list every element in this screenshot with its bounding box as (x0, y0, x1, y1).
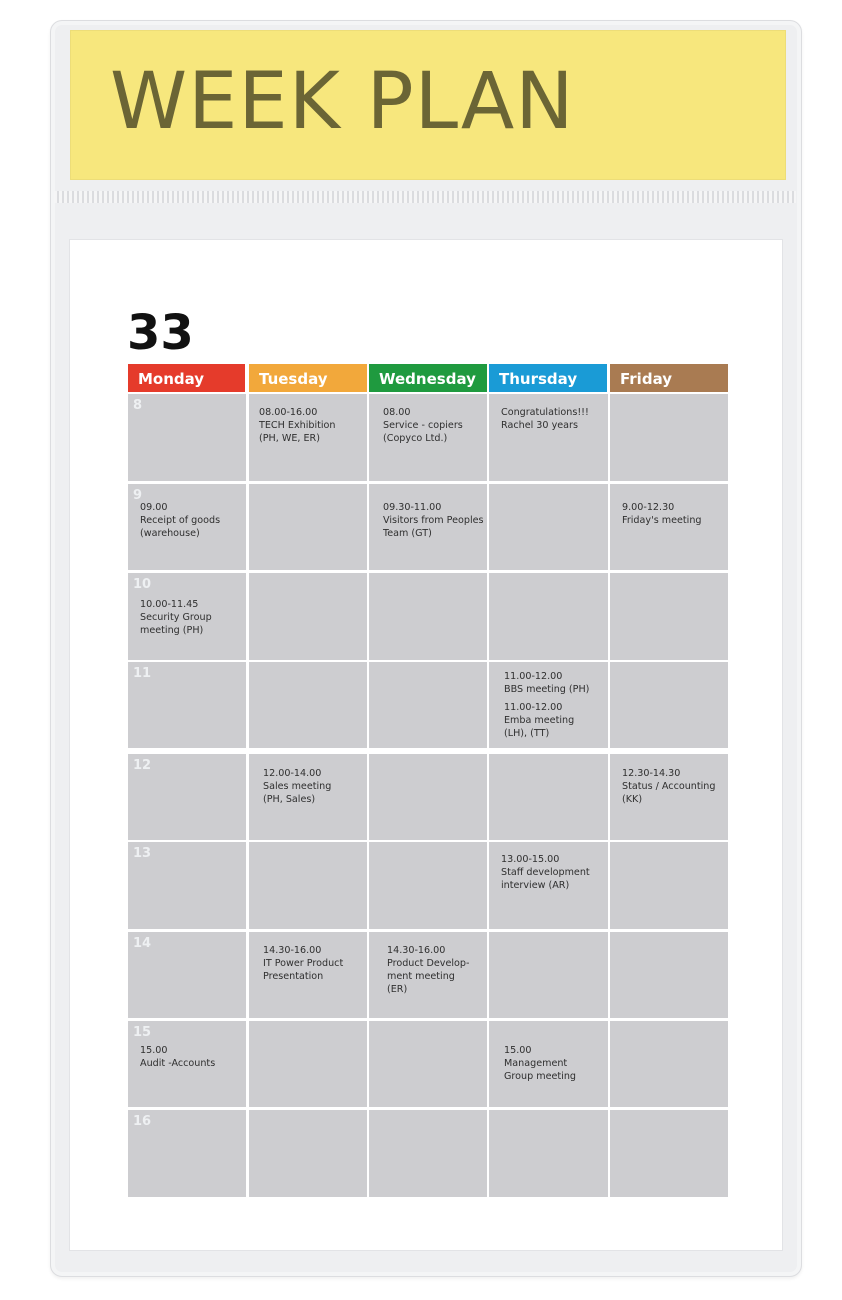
cell-thu-14 (489, 932, 608, 1018)
cell-mon-10 (128, 573, 246, 660)
cell-thu-13 (489, 842, 608, 929)
event-product-development: 14.30-16.00 Product Develop- ment meeting (ER) (387, 945, 470, 995)
cell-mon-14 (128, 932, 246, 1018)
cell-tue-15 (249, 1021, 367, 1107)
hour-label-15: 15 (133, 1025, 152, 1040)
cell-wed-8 (369, 394, 487, 481)
event-congratulations: Congratulations!!! Rachel 30 years (501, 407, 589, 431)
cell-mon-15 (128, 1021, 246, 1107)
cell-thu-16 (489, 1110, 608, 1197)
cell-mon-11 (128, 662, 246, 748)
cell-fri-16 (610, 1110, 728, 1197)
cell-wed-15 (369, 1021, 487, 1107)
page-title: WEEK PLAN (110, 57, 575, 147)
cell-fri-10 (610, 573, 728, 660)
cell-mon-8 (128, 394, 246, 481)
day-header-monday: Monday (128, 364, 245, 392)
day-header-friday: Friday (610, 364, 728, 392)
title-strip (70, 30, 786, 180)
cell-tue-8 (249, 394, 367, 481)
event-status-accounting: 12.30-14.30 Status / Accounting (KK) (622, 768, 716, 805)
event-visitors-peoples-team: 09.30-11.00 Visitors from Peoples Team (GT) (383, 502, 484, 539)
cell-tue-10 (249, 573, 367, 660)
cell-fri-14 (610, 932, 728, 1018)
hour-label-11: 11 (133, 666, 152, 681)
hour-label-9: 9 (133, 488, 143, 503)
event-fridays-meeting: 9.00-12.30 Friday's meeting (622, 502, 702, 526)
event-bbs-meeting: 11.00-12.00 BBS meeting (PH) (504, 671, 590, 695)
event-audit-accounts: 15.00 Audit -Accounts (140, 1045, 216, 1069)
cell-thu-9 (489, 484, 608, 570)
cell-wed-11 (369, 662, 487, 748)
cell-fri-11 (610, 662, 728, 748)
cell-fri-8 (610, 394, 728, 481)
week-number: 33 (127, 305, 194, 361)
event-sales-meeting: 12.00-14.00 Sales meeting (PH, Sales) (263, 768, 332, 805)
cell-fri-9 (610, 484, 728, 570)
cell-fri-12 (610, 754, 728, 840)
event-it-power-presentation: 14.30-16.00 IT Power Product Presentation (263, 945, 344, 982)
cell-wed-14 (369, 932, 487, 1018)
cell-thu-10 (489, 573, 608, 660)
event-management-group: 15.00 Management Group meeting (504, 1045, 577, 1082)
day-header-thursday: Thursday (489, 364, 607, 392)
cell-mon-12 (128, 754, 246, 840)
cell-mon-9 (128, 484, 246, 570)
cell-wed-9 (369, 484, 487, 570)
cell-tue-13 (249, 842, 367, 929)
hour-label-13: 13 (133, 846, 152, 861)
day-header-wednesday: Wednesday (369, 364, 487, 392)
event-staff-development: 13.00-15.00 Staff development interview (AR) (501, 854, 590, 891)
cell-thu-15 (489, 1021, 608, 1107)
hour-label-8: 8 (133, 398, 143, 413)
event-security-group: 10.00-11.45 Security Group meeting (PH) (140, 599, 212, 636)
cell-tue-12 (249, 754, 367, 840)
cell-tue-14 (249, 932, 367, 1018)
event-tech-exhibition: 08.00-16.00 TECH Exhibition (PH, WE, ER) (259, 407, 336, 444)
hour-label-10: 10 (133, 577, 152, 592)
cell-thu-12 (489, 754, 608, 840)
cell-thu-8 (489, 394, 608, 481)
event-receipt-of-goods: 09.00 Receipt of goods (warehouse) (140, 502, 221, 539)
cell-tue-11 (249, 662, 367, 748)
cell-fri-15 (610, 1021, 728, 1107)
cell-mon-16 (128, 1110, 246, 1197)
cell-wed-16 (369, 1110, 487, 1197)
cell-wed-12 (369, 754, 487, 840)
perforated-seam (54, 191, 796, 203)
event-service-copiers: 08.00 Service - copiers (Copyco Ltd.) (383, 407, 463, 444)
cell-tue-9 (249, 484, 367, 570)
hour-label-16: 16 (133, 1114, 152, 1129)
cell-wed-13 (369, 842, 487, 929)
day-header-tuesday: Tuesday (249, 364, 367, 392)
cell-wed-10 (369, 573, 487, 660)
hour-label-12: 12 (133, 758, 152, 773)
cell-thu-11 (489, 662, 608, 748)
cell-tue-16 (249, 1110, 367, 1197)
event-emba-meeting: 11.00-12.00 Emba meeting (LH), (TT) (504, 702, 575, 739)
week-grid (128, 364, 728, 1199)
hour-label-14: 14 (133, 936, 152, 951)
cell-fri-13 (610, 842, 728, 929)
cell-mon-13 (128, 842, 246, 929)
